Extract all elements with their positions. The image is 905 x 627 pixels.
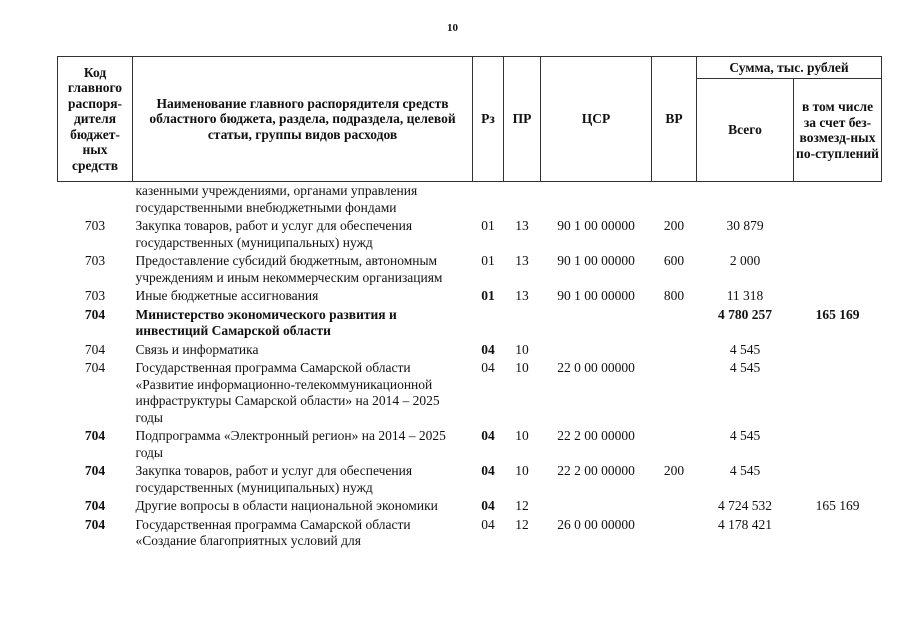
cell-pr: 10: [515, 341, 529, 357]
cell-name: Государственная программа Самарской области «Развитие информационно-телекоммуникационной инфраструктуры Самарской области» на 2014 – 2025 годы: [135, 360, 440, 425]
cell-vr: 600: [663, 253, 685, 268]
cell-total: 4 780 257: [718, 306, 772, 322]
cell-csr: 26 0 00 00000: [557, 516, 635, 532]
cell-csr: 90 1 00 00000: [557, 288, 635, 303]
cell-name: Министерство экономического развития и инвестиций Самарской области: [135, 306, 397, 338]
cell-gratuitous: [794, 286, 882, 305]
cell-pr: 12: [515, 516, 529, 532]
cell-rz: 04: [481, 360, 495, 375]
cell-rz: 04: [481, 498, 495, 513]
cell-name: Закупка товаров, работ и услуг для обеспечения государственных (муниципальных) нужд: [135, 218, 413, 250]
cell-total: 2 000: [729, 253, 761, 268]
table-row: [58, 286, 882, 305]
cell-pr: [504, 182, 541, 217]
cell-rz: 04: [481, 516, 495, 532]
table-body: [58, 182, 882, 550]
cell-rz: 01: [481, 218, 495, 233]
cell-total: [697, 182, 794, 217]
table-row: [58, 305, 882, 340]
cell-gratuitous: [794, 182, 882, 217]
cell-gratuitous: [794, 461, 882, 496]
cell-csr: 22 0 00 00000: [557, 360, 635, 375]
cell-code: 704: [84, 498, 106, 513]
table-row: [58, 515, 882, 550]
cell-csr: 22 2 00 00000: [557, 428, 635, 443]
cell-code: 704: [84, 341, 106, 357]
cell-rz: 04: [481, 463, 495, 478]
cell-code: 704: [84, 360, 106, 375]
cell-name: Государственная программа Самарской области «Создание благоприятных условий для: [135, 516, 411, 548]
cell-pr: 10: [515, 360, 529, 375]
cell-gratuitous: 165 169: [815, 498, 860, 513]
cell-csr: 22 2 00 00000: [557, 463, 635, 478]
cell-pr: [504, 305, 541, 340]
header-total: Всего: [697, 79, 794, 182]
cell-code: 704: [84, 306, 106, 322]
cell-csr: 90 1 00 00000: [557, 218, 635, 233]
cell-vr: [652, 305, 697, 340]
header-name: Наименование главного распорядителя средств областного бюджета, раздела, подраздела, целевой статьи, группы видов расходов: [133, 57, 473, 182]
cell-name: казенными учреждениями, органами управления государственными внебюджетными фондами: [135, 183, 418, 215]
table-row: [58, 340, 882, 359]
cell-pr: 13: [515, 288, 529, 303]
cell-rz: 01: [481, 253, 495, 268]
cell-rz: 01: [481, 288, 495, 303]
table-row: [58, 251, 882, 286]
cell-total: 11 318: [726, 288, 764, 303]
header-pr: ПР: [504, 57, 541, 182]
cell-code: [58, 182, 133, 217]
cell-pr: 13: [515, 253, 529, 268]
cell-code: 703: [84, 218, 106, 233]
cell-name: Подпрограмма «Электронный регион» на 2014 – 2025 годы: [135, 428, 446, 460]
cell-name: Иные бюджетные ассигнования: [135, 288, 319, 303]
cell-pr: 10: [515, 428, 529, 443]
page-number: 10: [447, 22, 458, 34]
header-vr: ВР: [652, 57, 697, 182]
cell-vr: [652, 515, 697, 550]
cell-vr: 200: [663, 463, 685, 478]
cell-vr: [652, 496, 697, 515]
cell-gratuitous: [794, 340, 882, 359]
cell-vr: 200: [663, 218, 685, 233]
cell-csr: [541, 340, 652, 359]
cell-name: Закупка товаров, работ и услуг для обеспечения государственных (муниципальных) нужд: [135, 463, 413, 495]
cell-pr: 12: [515, 498, 529, 513]
cell-gratuitous: [794, 216, 882, 251]
cell-total: 4 178 421: [718, 516, 772, 532]
cell-name: Связь и информатика: [135, 341, 259, 357]
cell-rz: [473, 182, 504, 217]
table-row: [58, 496, 882, 515]
cell-name: Предоставление субсидий бюджетным, автономным учреждениям и иным некоммерческим организациям: [135, 253, 443, 285]
header-csr: ЦСР: [541, 57, 652, 182]
cell-total: 4 545: [729, 360, 761, 375]
header-gratuitous: в том числе за счет без-возмезд-ных по-ступлений: [794, 79, 882, 182]
cell-total: 4 545: [729, 341, 761, 357]
header-rz: Рз: [473, 57, 504, 182]
cell-total: 4 545: [729, 463, 761, 478]
cell-rz: [473, 305, 504, 340]
cell-gratuitous: [794, 358, 882, 426]
cell-total: 4 724 532: [718, 498, 772, 513]
cell-vr: [652, 426, 697, 461]
table-row: [58, 216, 882, 251]
cell-code: 704: [84, 516, 106, 532]
budget-table: [57, 56, 882, 550]
cell-rz: 04: [481, 428, 495, 443]
cell-pr: 10: [515, 463, 529, 478]
cell-csr: [541, 305, 652, 340]
cell-name: Другие вопросы в области национальной экономики: [135, 498, 438, 513]
cell-vr: [652, 358, 697, 426]
cell-vr: [652, 182, 697, 217]
table-row: [58, 426, 882, 461]
table-row: [58, 182, 882, 217]
cell-code: 704: [84, 428, 106, 443]
header-code: Код главного распоря-дителя бюджет-ных средств: [58, 57, 133, 182]
cell-gratuitous: [794, 251, 882, 286]
cell-total: 4 545: [729, 428, 761, 443]
cell-gratuitous: 165 169: [815, 306, 860, 322]
cell-vr: 800: [663, 288, 685, 303]
cell-code: 704: [84, 463, 106, 478]
header-sum: Сумма, тыс. рублей: [697, 57, 882, 79]
cell-vr: [652, 340, 697, 359]
cell-pr: 13: [515, 218, 529, 233]
cell-code: 703: [84, 288, 106, 303]
table-row: [58, 461, 882, 496]
table-row: [58, 358, 882, 426]
cell-gratuitous: [794, 515, 882, 550]
cell-rz: 04: [481, 341, 495, 357]
cell-csr: [541, 496, 652, 515]
cell-total: 30 879: [726, 218, 764, 233]
table-header: [58, 57, 882, 182]
cell-csr: [541, 182, 652, 217]
cell-gratuitous: [794, 426, 882, 461]
cell-csr: 90 1 00 00000: [557, 253, 635, 268]
cell-code: 703: [84, 253, 106, 268]
